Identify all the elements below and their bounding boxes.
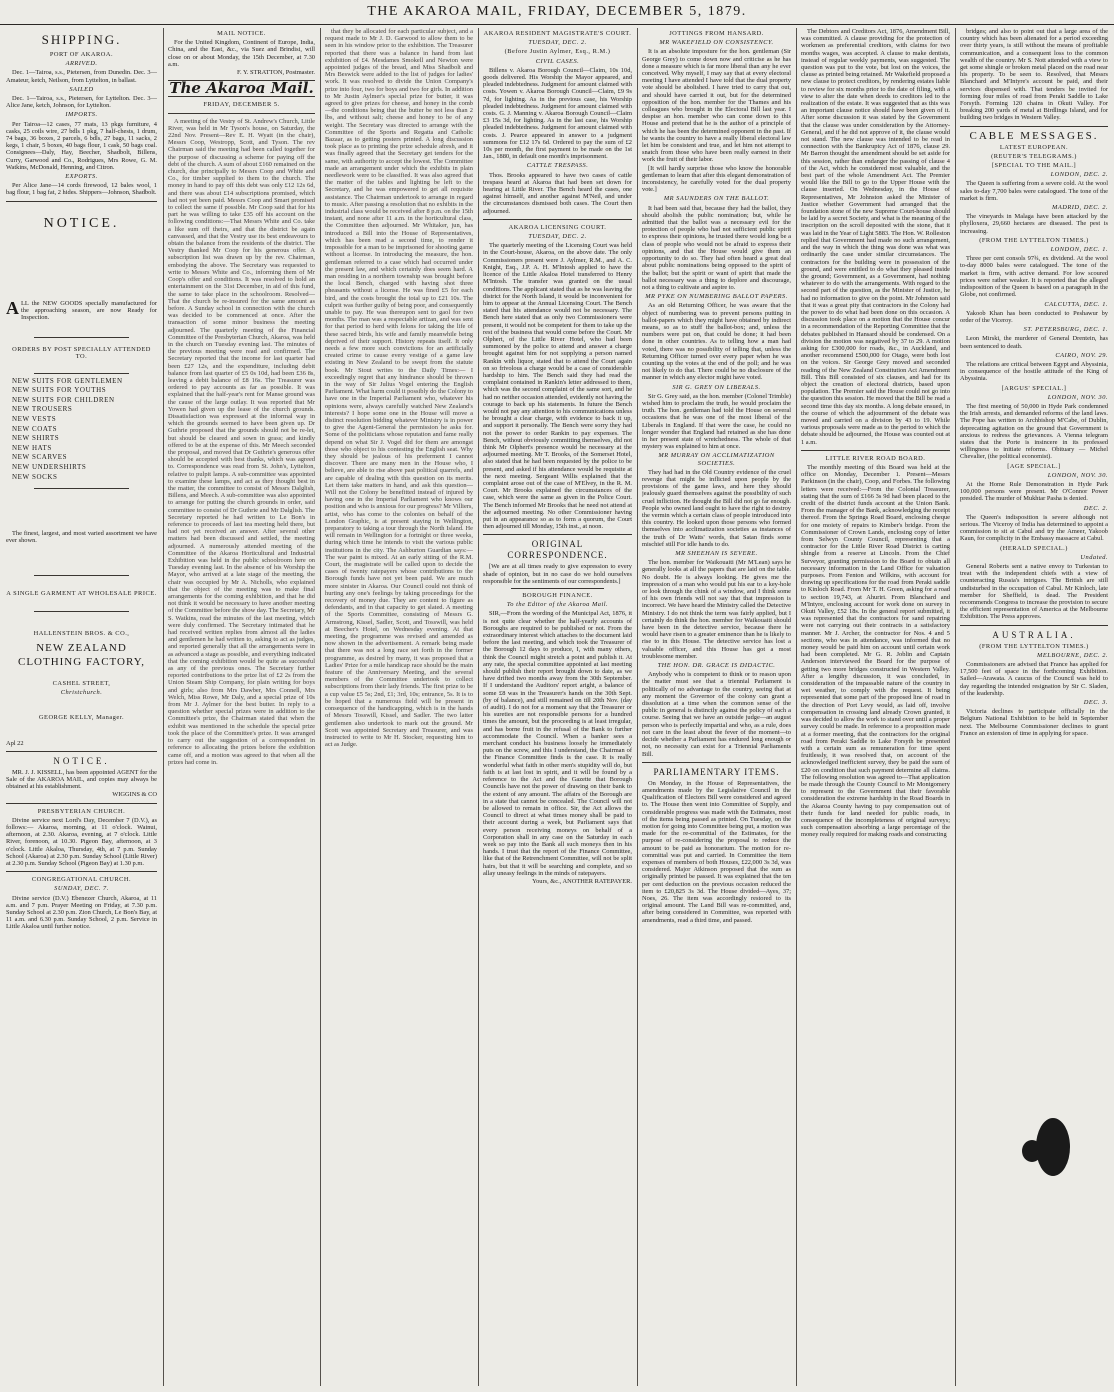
column-rule (163, 28, 164, 1386)
road-board-continued: bridges; and also to point out that a large area of the country which has been alienated for a period exceeding over thirty years, is still without the means of profitable communication, and a consequent loss to the common wealth of the country. Mr S. Nott attended with a view to get some shingle or broken metal placed on the road near his property. To be seen to. Resolved, that Messrs Blanchard and M'Intyre's account be paid, and their services dispensed with. That tenders be invited for forming four miles of road from Peraki Saddle to Lake Forsyth. Forming 120 chains in Okuti Valley. For breaking 200 yards of metal at Birdlings Island, and for building two bridges in Western Valley. (960, 28, 1108, 122)
court-text: Billens v. Akaroa Borough Council—Claim, 10s 10d, goods delivered. His Worship the Mayor appeared, and pleaded indebtedness. Judgment for amount claimed with costs. Yowen v. Akaroa Borough Council—Claim, £9 9s 7d, for lighting. As in the previous case, his Worship pleaded indebtedness. Judgment for amount claimed with costs. G. J. Manning v. Akaroa Borough Council—Claim £3 15s 3d, for lighting. As in the last case, his Worship pleaded indebtedness. Judgment for amount claimed with costs. J. Pearce appeared in answer to a judgment summons for £12 17s 6d. Ordered to pay the sum of £2 10s per month, the first payment to be made on the 1st Jan., 1880, in default one month's imprisonment. (483, 66, 632, 161)
sheehan-text: The hon. member for Waikouaiti (Mr M'Lean) says he generally looks at all the papers that are laid on the table. No doubt. He is always looking. He gives me the impression of a man who would put his ear to a key-hole or look through the chink of a window, and I think some of his own friends will not say that that impression is incorrect. We have heard the Ministry called the Detective Ministry. I do not think the term was fairly applied, but I certainly do think the hon. member for Waikouaiti should have been in the detective service, because there he would have risen to a greater eminence than he is likely to rise to in this House. The detective service has lost a valuable officer, and this House has got a most troublesome member. (642, 559, 791, 660)
clothing-item: NEW SUITS FOR CHILDREN (12, 395, 115, 404)
from-lyttelton-times-label: (FROM THE LYTTELTON TIMES.) (979, 236, 1089, 244)
column-7 (960, 28, 1108, 1386)
presbyterian-heading: PRESBYTERIAN CHURCH. (37, 807, 126, 815)
factory-line-2: CLOTHING FACTORY, (17, 656, 146, 669)
dateline: LONDON, DEC. 1. (1050, 246, 1108, 254)
cattle-text: Thos. Brooks appeared to have two cases of cattle trespass heard at Akaroa that had been set down for hearing at Little River. The Bench heard the cases, one against himself, and another against M'Neil, and under the circumstances dismissed both cases. The Court then adjourned. (483, 171, 632, 215)
clothing-item: NEW SHIRTS (12, 434, 60, 443)
congregational-text: Divine service (D.V.) Ebenezer Church, Akaroa, at 11 a.m. and 7 p.m. Prayer Meeting on Friday, at 7.30 p.m. Sunday School at 2.30 p.m. Zion Church, Le Bon's Bay, at 11 a.m. and 6.30 p.m. Sunday School, 2 p.m. Service in Little Akaloa until further notice. (6, 894, 157, 931)
dateline: CAIRO, NOV. 29. (1055, 351, 1108, 359)
parliament-continued-text: The Debtors and Creditors Act, 1876, Amendment Bill, was committed. A clause providing for the protection of workmen as preferential creditors, with claims for two months wages, was accepted. A clause to make dentists, instead of regular weekly payments, was suggested. The question was put to the vote, but lost on the voices, the clause as printed being retained. Mr Wakefield proposed a new clause to protect creditors, by rendering estates liable to review for six months prior to the date of filing, with a view to alter the date when deeds to creditors led to the realization of the estate. It was suggested that as this was an important clause notice should have been given of it. After some discussion it was stated by the Government that the clause was under consideration by the Attorney-General, and if he did not approve of it, the clause would not stand. The new clause was intended to be read in connection with the Bankruptcy Act of 1876, clause 29. Mr Barron thought the amendment should be set aside for this session, rather than endanger the passing of clause 4 of the Act, which he considered most valuable, and the best part of the whole Amendment Act. The Premier would like the Bill to go to the Upper House with the clause inserted. On Wednesday, in the House of Representatives, Mr Johnston asked the Minister of Justice whether Government had arranged that the foundation stone of the new Supreme Court-house should be laid by a secret Society, and what is the meaning of the inscription on the scroll deposited with the stone, that it was laid in the Year of Light 5883. The Hon. W. Rolleston replied that Government had made no such arrangement, and the way in which the thing was done was what was ordinarily the case under similar circumstances. The contractors for the building were in possession of the ground, and were entitled to do what they pleased inside the ground; Government, as a Government, had nothing whatever to do with the arrangements. With regard to the second part of the question, as the Minister of Justice, he had no information to give on the point. Mr Johnston said that it was a great pity that contractors in the Colony had the power to do what had been done on this occasion. A discussion took place on a motion that the House concur in a recommendation of the Reporting Committee that the debates published in Hansard should be condensed. On a division the motion was negatived by 37 to 29. A motion asking for £300,000 for roads, &c., in Auckland, and another recommend £500,000 for Otago, were both lost on the voices. Sir George Grey moved and seconded reading of the New Zealand Constitution Act Amendment Bill. This Bill consisted of six clauses, and had for its object the creation of electoral districts, based upon population. The Premier said the House could not go into the question this session. He moved that the Bill be read a second time this day six months. A long debate ensued, in the course of which the adjournment of the debate was moved and carried on a division by 43 to 19. While various proposals were made as to the period to which the debate should be adjourned, the House was counted out at 1 a.m. (801, 28, 950, 446)
divider (6, 751, 157, 752)
cable-text: The Queen's indisposition is severe although not serious. The Viceroy of India has determined to appoint a commission to sit at Cabul and try the Ameer, Yakoob Kaun, for complicity in the Embassy massacre at Cabul. (960, 513, 1108, 543)
australia-heading: AUSTRALIA. (992, 629, 1076, 640)
divider (6, 871, 157, 872)
dateline: ST. PETERSBURG, DEC. 1. (1023, 326, 1108, 334)
presbyterian-text: Divine service next Lord's Day, December 7 (D.V.), as follows:— Akaroa, morning, at 11 o'clock. Wainui, afternoon, at 2.30. Akaroa, evening, at 7 o'clock. Little River, forenoon, at 10.30. Pigeon Bay, afternoon, at 3 o'clock. Little Akaloa, Thursday, 4th, at 7 p.m. Sunday School (Akaroa) at 2.30 p.m. Sunday School (Little River) at 2.30 p.m. Sunday School (Pigeon Bay) at 1.30 p.m. (6, 816, 157, 868)
cable-text: The Queen is suffering from a severe cold. At the wool sales to-day 7,700 bales were catalogued. The tone of the market is firm. (960, 180, 1108, 202)
reuters-label: (REUTER'S TELEGRAMS.) (991, 152, 1077, 160)
cable-text: Leon Mirski, the murderer of General Drentein, has been sentenced to death. (960, 335, 1108, 350)
exports-text: Per Alice Jane—14 cords firewood, 12 bales wool, 1 bag flour, 1 bag fat, 2 hides. Shippers—Johnson, Shadbolt. (6, 182, 157, 197)
imports-label: IMPORTS. (65, 111, 98, 119)
licensing-heading: AKAROA LICENSING COURT. (508, 223, 607, 231)
original-correspondence-heading: ORIGINAL CORRESPONDENCE. (507, 539, 608, 561)
city: Christchurch. (60, 689, 103, 697)
murray-text: They had had in the Old Country evidence of the cruel revenge that might be inflicted upon people by the provisions of the game laws, and here they should jealously guard themselves against the possibility of such cruel infliction. He thought the Bill did not go far enough. People who owned land ought to have the right to destroy the vermin which a certain class of people introduced into this country. He looked upon those persons who formed themselves into acclimatization societies as instances of the truth of Dr Watts' words, that Satan finds some mischief still For idle hands to do. (642, 468, 791, 548)
firm-name: HALLENSTEIN BROS. & CO., (33, 629, 130, 637)
exports-label: EXPORTS. (65, 173, 98, 181)
cable-text: At the Home Rule Demonstration in Hyde Park 100,000 persons were present. Mr O'Connor Power presided. The murder of Mukhtar Pasha is denied. (960, 480, 1108, 503)
clothing-item: NEW COATS (12, 424, 58, 433)
grey-heading: SIR G. GREY ON LIBERALS. (672, 383, 761, 391)
notice2-text: MR. J. J. KISSELL, has been appointed AGENT for the Sale of the AKAROA MAIL, and copies may always be obtained at his establishment. (6, 768, 157, 791)
masthead: THE AKAROA MAIL, FRIDAY, DECEMBER 5, 1879. (0, 0, 1114, 25)
divider (960, 126, 1108, 127)
grace-heading: THE HON. DR. GRACE IS DIDACTIC. (657, 662, 776, 670)
divider (34, 488, 129, 489)
clothing-item: NEW HATS (12, 443, 52, 452)
notice-lead: ALL the NEW GOODS specially manufactured for the approaching season, are now Ready for Inspection. (6, 297, 157, 322)
column-6 (801, 28, 950, 1386)
cable-text: The vineyards in Malaga have been attacked by the phylloxera, 29,660 hectares are diseased. The pest is increasing. (960, 213, 1108, 235)
column-rule (320, 28, 321, 1386)
dateline: Undated. (1080, 553, 1108, 561)
pyke-text: As an old Returning Officer, he was aware that the object of numbering was to prevent persons putting in ballot-papers which they might have obtained by indirect means, so as to stuff the ballot-box; and, unless the numbers were put on, that could be done; it had been done in other countries. As to telling how a man had voted, there was no possibility of telling that, unless the Returning Officer turned over every paper when he was counting up the votes at the end of the poll; and he was not likely to do that. There could be no disclosure of the manner in which any elector might have voted. (642, 302, 791, 382)
finest-text: The finest, largest, and most varied assortment we have ever shown. (6, 530, 157, 545)
cable-heading: CABLE MESSAGES. (969, 129, 1099, 142)
paper-title: The Akaroa Mail. (169, 79, 314, 98)
licensing-text: The quarterly meeting of the Licensing Court was held in the Court-house, Akaroa, on the above date. The only Commissioners present were J. Aylmer, R.M., and A. C. Knight, Esq., J.P. A. H. M'Intosh applied to have the licence of the Little Akaloa Hotel transferred to Henry M'Intosh. The transfer was granted on the usual conditions. The applicant stated that as he was leaving the district for the North Island, it would be inconvenient for him to appear at the Annual Licensing Court. The Bench stated that his attendance would not be necessary. The Bench here stated that as only two Commissioners were present, it would not be competent for them to take up the rest of the business that would come before the Court. Mr Olphert, of the Little River Hotel, who had been summoned by the police to attend and answer a charge brought against him for not supplying a person named Rankin with liquor, stated that to attend the Court again on so frivolous a charge would be a case of considerable hardship to him. The Bench said they had read the complaint contained in Rankin's letter addressed to them, which was the second complaint of the same sort, and he had no neither occasion attended, evidently not having the courage to back up his statements. In future the Bench would not pay any attention to his communications unless he brought a clear charge, with evidence to back it up, and support it personally. The Bench were sorry they had not the power to order Rankin to pay expenses. The Bench, without obviously committing themselves, did not think Mr Olphert's presence would be necessary at the adjourned meeting. Mr T. Brooks, of the Somerset Hotel, also stated that he had been requested by the police to be present, and asked if his attendance would be requisite at the next meeting. Sergeant Willis explained that the complaint arose out of the case of M'Elvey, in the R. M. Court. Mr Brooks explained the circumstances of the case, which were the same as given in the Police Court. The Bench informed Mr Brooks that he need not attend at the adjourned meeting. No other Commissioner having put in an appearance so as to form a quorum, the Court then adjourned till Monday, 15th inst., at noon. (483, 242, 632, 531)
cable-text: The first meeting of 50,000 in Hyde Park condemned the Irish arrests, and demanded reforms of the land laws. The Pope has written to Archbishop M'Cabe, of Dublin, deprecating agitation on the ground that Government is anxious to redress the grievances. A Vienna telegram states that the Porte is insincere in its professed willingness to initiate reforms. Obituary — Michel Chevalier, (the political economist). (960, 402, 1108, 461)
divider (511, 588, 604, 589)
items-list (6, 377, 157, 483)
clothing-item: NEW UNDERSHIRTS (12, 463, 87, 472)
notice2-heading: NOTICE. (53, 755, 110, 766)
divider (483, 219, 632, 220)
arrived-text: Dec. 1—Tairoa, s.s., Pietersen, from Dunedin. Dec. 3—Amateur, ketch, Neilson, from Lyttelton, in ballast. (6, 69, 157, 84)
mail-notice-heading: MAIL NOTICE. (217, 30, 266, 37)
dateline: MADRID, DEC. 2. (1052, 204, 1108, 212)
court-before: (Before Justin Aylmer, Esq., R.M.) (504, 48, 611, 56)
divider (34, 337, 129, 338)
divider (34, 611, 129, 612)
column-rule (478, 28, 479, 1386)
single-garment-text: A SINGLE GARMENT AT WHOLESALE PRICE. (6, 589, 157, 597)
dateline: DEC. 2. (1083, 504, 1108, 512)
saunders-heading: MR SAUNDERS ON THE BALLOT. (663, 195, 770, 203)
age-label: [AGE SPECIAL.] (1007, 462, 1061, 470)
cable-text: General Roberts sent a native envoy to Turkestan to treat with the independent chiefs with a view of counteracting Russia's intrigues. The British are still undisturbed in the occupation of Cabul. Mr Kinloch, late member for Sheffield, is dead. The President recommends Congress to increase the provision to secure the efficient representation of America at the Melbourne Exhibition. The Press approves. (960, 563, 1108, 621)
divider (168, 113, 315, 114)
parliamentary-heading: PARLIAMENTARY ITEMS. (653, 766, 780, 777)
clothing-item: NEW SOCKS (12, 472, 58, 481)
grey-text: Sir G. Grey said, as the hon. member (Colonel Trimble) wished him to proclaim the truth, he would proclaim the truth. The hon. gentleman had told the House on several occasions that he was one of the most liberal of the Liberals in England. If that were the case, he could no longer wonder that England had retained as she has done in her present state of wretchedness. The whole of that mystery was explained to him at once. (642, 392, 791, 451)
little-river-road-heading: LITTLE RIVER ROAD BOARD. (825, 454, 926, 462)
cable-text: Three per cent consols 97¾, ex dividend. At the wool to-day 8000 bales were catalogued. The tone of the market is firm, with active demand. For low scoured prices were rather weaker. It is reported that the alleged indisposition of the Queen is based on a paragraph in the Globe, not confirmed. (960, 255, 1108, 299)
from-lyttelton-times-label: (FROM THE LYTTELTON TIMES.) (979, 642, 1089, 650)
paper-date: FRIDAY, DECEMBER 5. (203, 101, 280, 109)
divider (960, 625, 1108, 626)
clothing-item: NEW TROUSERS (12, 405, 73, 414)
argus-label: [ARGUS' SPECIAL.] (1001, 384, 1067, 392)
mail-notice-sign: F. Y. STRATTON, Postmaster. (236, 69, 315, 77)
cable-text: The relations are critical between Egypt and Abyssinia, in consequence of the hostile attitude of the King of Abyssinia. (960, 360, 1108, 383)
manager: GEORGE KELLY, Manager. (38, 714, 125, 722)
port-heading: PORT OF AKAROA. (49, 51, 114, 58)
column-rule (637, 28, 638, 1386)
divider (483, 534, 632, 535)
imports-text: Per Tairoa—12 cases, 77 mats, 13 pkgs furniture, 4 casks, 25 coils wire, 27 bdls 1 pkg, 7 half-chests, 1 drum, 74 bags, 36 boxes, 2 parcels, 6 bdls, 27 bags, 11 sacks, 2 kegs, 1 chair, 5 boxes, 40 bags flour, 1 cask, 50 bags coal. Consignees—Daly, Hay, Beecher, Shadbolt, Billens, Curry, Garwood and Co., Rodrigues, Mrs Rowe, G. M. Watkins, McDonald, Henning, and Citron. (6, 120, 157, 171)
herald-label: (HERALD SPECIAL.) (1000, 544, 1068, 552)
editorial-text: A meeting of the Vestry of St. Andrew's Church, Little River, was held in Mr Tyson's house, on Saturday, the 22nd Nov. Present—Rev E. H. Wyatt (in the chair), Messrs Coop, Westropp, Scott, and Tyson. The rev Chairman said the meeting had been called together for the purpose of discussing a scheme for paying off the debt of the church. A sum of about £160 remained on the church, due principally to Messrs Coop and White and Co., for timber supplied to them to the church. The money in hand to pay off this debt was only £12 12s 6d, and there was about £14 subscriptions promised, which had not yet been paid. Messrs Coop and Smart promised to collect the same if possible. Mr Coop said that for his part he was willing to take £35 off his account on the following conditions:—That Messrs White and Co. take a like sum off theirs, and that the district be again canvassed, and that the Vestry use its best endeavours to obtain the balance from the residents of the district. The Vestry thanked Mr Coop for his generous offer. A subscription list was drawn up by the rev. Chairman, embodying the above. The Secretary was requested to write to Messrs White and Co., informing them of Mr Coop's offer and conditions. It was resolved to hold an entertainment on the 31st December, in aid of this fund, the same to take place in the schoolroom. Resolved—That the church be re-insured for the same amount as before. A Sunday school in connection with the church was decided to be commenced at once. After the transaction of some minor business the meeting adjourned. The quarterly meeting of the Financial Committee of the Presbyterian Church, Akaroa, was held in the church on Tuesday evening last. The minutes of the previous meeting were read and confirmed. The Secretary reported that the income for last quarter had been £27 12s, and the expenditure, including debit balance from last quarter of £5 0s 10d, had been £36 8s, leaving a debit balance of £8 16s. The Treasurer was ordered to pay accounts as far as possible. It was explained that the half-year's rent for Manse ground was the cause of the large outlay. It was reported that Mr Yowen had given up the lease of the church grounds. Dissatisfaction was expressed at the informal way in which the grounds seemed to have been given up. Dr Guthrie proposed that the grounds should not be re-let, but should be cleared and sown in grass; and kindly offered to be at the expense of this. Mr Meech seconded the proposal, and moved that Dr Guthrie's generous offer should be accepted with best thanks, which was agreed to. Correspondence was read from St. John's, Lyttelton, relative to pulpit lamps. A sub-committee was appointed to examine these lamps, and act as they thought best in the matter, the committee to consist of Messrs Dalglish, Billens, and Meech. A sub-committee was also appointed to arrange for putting the church grounds in order, said committee to consist of Dr Guthrie and Mr Dalglish. The Secretary reported he had written to Le Bon's in reference to proceeds of last tea meeting held there, but had not yet received an answer. After several other matters had been discussed and settled, the meeting adjourned. A numerously attended meeting of the Committee of the Akaroa Horticultural and Industrial Exhibition was held in the public schoolroom here on Tuesday evening last. In the absence of his Worship the Mayor, who arrived at a late stage of the meeting, the chair was occupied by Mr A. Nicholls, who explained that the object of the meeting was to make final arrangements for the coming exhibition, and that he did not think it would be necessary to have another meeting of the Committee before the show day. The Secretary, Mr S. Watkins, read the minutes of the last meeting, which were duly confirmed. The Secretary intimated that he had received written replies from almost all the ladies and gentlemen he had written to, asking to act as judges, and reported generally that all the arrangements were in as advanced a stage as possible, and everything indicated that the coming exhibition would be quite as successful as any of the previous ones. The Secretary further reported contributions to the prize list of £2 2s from the Union Steam Ship Company, for plain writing for boys and girls; also from Mrs Dawber, Mrs Connell, Mrs Welch, Miss Rowe, Mr Daly, and a special prize of 10s from Mr J. Aylmer for the best butter. In reply to a question whether special prizes were in addition to the Committee's prize, the Chairman stated that when the exhibit was mentioned in the schedule the special prize took the place of the Committee's prize. It was arranged to carry out the suggestion of a correspondent in reference to allocating the prizes before the exhibition came off, and a motion was agreed to that when all the prizes had come in. (168, 117, 315, 766)
divider (34, 373, 129, 374)
congregational-date: SUNDAY, DEC. 7. (54, 885, 109, 893)
civil-cases-label: CIVIL CASES. (535, 57, 580, 65)
local-news-text: that they be allocated for each particular subject, and a request made to Mr J. D. Garwood to allow them to be seen in his window prior to the exhibition. The Treasurer reported that there was a balance in hand from last exhibition of £4. Mesdames Smokell and Newton were appointed judges of the bread, and Miss Shadbolt and Mrs Beswick were added to the list of judges for ladies' work. It was resolved to divide the Union Company's prize into four, two for boys and two for girls. In addition to Mr Justin Aylmer's special prize for butter, it was agreed to give prizes for cheese, and honey in the comb—the conditions being that the butter be not less than 2 lbs, and without salt; cheese and honey to be of any weight. The Secretary was directed to arrange with the Committee of the Sports and Regatta and Catholic Bazaar, as to getting posters printed. A long discussion took place as to printing the prize schedule afresh, and it was finally agreed that the Secretary get tenders for the same, with authority to accept the lowest. The Committee made an arrangement under which the exhibits in plain needlework were to be classified. It was also agreed that the matter of the tables and lighting be left to the Secretary, and he was empowered to get all requisite assistance. The Chairman undertook to arrange in regard to music. After passing a resolution that no exhibits in the industrial class would be received after 8 p.m. on the 15th instant, and none after 11 a.m. in the horticultural class, the Committee then adjourned. Mr Whitaker, jun, has introduced a Bill into the House of Representatives, which has been read a second time, to render it impossible for a man to be imprisoned for shooting game without a license. In introducing the measure, the hon. gentleman referred to a case which had occurred under the present law, and which certainly does seem hard. A man residing in a northern township was brought before the local Bench, charged with having shot three pheasants without a license. He was fined £5 for each bird, and the costs brought the total up to £21 10s. The culprit was further guilty of being poor, and consequently unable to pay. He was thereupon sent to gaol for two months. The man was a respectable artizan, and was sent for that period to herd with felons for taking the life of these sacred birds, his wife and family meanwhile being deprived of their support. History repeats itself. It only needs a few more such convictions for an artificially created crime to cause every vestige of a game law existing in New Zealand to be swept from the statute book. Mr Stout writes to the Daily Times:— I exceedingly regret that any hindrance should be thrown in the way of Sir Julius Vogel entering the English Parliament. What harm could it possibly do the Colony to have one in the Imperial Parliament who, whatever his opinions were, always carefully watched New Zealand's interests? I hope some one in the House will move a distinct resolution bidding whatever Ministry is in power to give the Agent-General the permission he asks for. Some of the politicians whose reputation and fame really depend on what Sir J. Vogel did for them are amongst those who object to his contesting the English seat. Why they should be jealous of his preferment I cannot discover. There are many men in the House who, I believe, are able to rise above past political quarrels, and are capable of dealing with this question on its merits. Let them take matters in hand, and ask this question—Will not the Colony be benefitted instead of injured by having one in the Imperial Parliament who knows our position and who is anxious for our progress? Mr Villiers, artist, who has come to the colonies on behalf of the London Graphic, is at present staying in Wellington, preparatory to taking a tour through the North Island. He will remain in Wellington for a fortnight or three weeks, during which time he intends to visit the various public institutions in the city. The Ashburton Guardian says:—The war paint is mixed. At an early sitting of the R.M. Court, the magistrate will be called upon to decide the cases of twenty ratepayers whose contributions to the Borough funds have not yet been paid. We are much more sinister in Akaroa. Our Council could not think of hurting any one's feelings by taking proceedings for the recovery of money due. They are content to figure as defendants, and in that capacity to get slated. A meeting of the Sports Committee, consisting of Messrs G. Armstrong, Kissel, Sadler, Scott, and Tosswill, was held at Beecher's Hotel, on Wednesday evening. At that meeting, the programme was revised and amended as now shown in the advertisement. A remark being made that there was not a long race set forth in the former programme, as desired by many, it was proposed that a Ladies' Prize for a mile handicap race should be the main feature of the Anniversary Meeting, and the several members of the Committee undertook to collect subscriptions from their lady friends. The first prize to be a cup value £5 5s; 2nd, £1; 3rd, 10s; entrance, 5s. It is to be hoped that a numerous field will be present in consequence of the handicapping, which is in the hands of Messrs Tosswill, Kissel, and Sadler. The two latter gentlemen also undertook to mark out the ground. Mr Scott was appointed Secretary and Treasurer, and was instructed to write to Mr H. Stocker, requesting him to act as Judge. (325, 28, 473, 749)
column-3 (325, 28, 473, 1386)
cable-text: Victoria declines to participate officially in the Belgium National Exhibition to be held in September next. The Melbourne Commissioner declines to grant France an extension of time in applying for space. (960, 708, 1108, 737)
dateline: LONDON, NOV. 30. (1047, 471, 1108, 479)
dateline: DEC. 3. (1083, 699, 1108, 707)
divider (6, 201, 157, 202)
clothing-item: NEW VESTS (12, 415, 57, 424)
special-mail-label: [SPECIAL TO THE MAIL.] (991, 162, 1077, 170)
divider (642, 762, 791, 763)
column-4 (483, 28, 632, 1386)
divider (801, 450, 950, 451)
orders-text: ORDERS BY POST SPECIALLY ATTENDED TO. (12, 346, 151, 361)
notice2-sign: WIGGINS & CO (112, 791, 157, 799)
licensing-date: TUESDAY, DEC. 2. (528, 233, 587, 241)
divider (6, 803, 157, 804)
dateline: LONDON, NOV. 30. (1047, 393, 1108, 401)
cable-text: Commissioners are advised that France has applied for 17,500 feet of space in the forthcoming Exhibition. Sailed—Arawata. A caucus of the Council was held to day regarding the intended resignation by Sir C. Sladen, of the leadership. (960, 661, 1108, 697)
wakefield-heading: MR WAKEFIELD ON CONSISTENCY. (659, 39, 774, 47)
notice-heading: NOTICE. (43, 215, 120, 231)
clothing-item: NEW SUITS FOR YOUTHS (12, 386, 107, 395)
wakefield-text: It is an absolute imposture for the hon. gentleman (Sir George Grey) to come down now and criticise as he has done a measure which is far more liberal than any he ever conceived. Why myself, I may say that at every electoral meeting I have attended I have told that the dual property vote should be abolished. I have tried to carry that out, and should have carried it out, but for the determined opposition of the hon. member for the Thames and his colleagues who brought in the Electoral Bill last year. I despise an hon. member who can come down to this House and pretend that he is the author of a principle of which he has been the determined opponent in the past. If he wants the country to have a really liberal electoral law let him be consistent and true, and let him not attempt to snatch from those who have been really earnest in their work the fruit of their labor. (642, 48, 791, 164)
grace-text: Anybody who is competent to think or to reason upon the matter must see that a triennial Parliament is politically of no advantage to the country, seeing that at any moment the Governor of the colony can grant a dissolution at a time when the common sense of the public in general is distinctly against the policy of such a course. Seeing that we have an outside judge—an august person who is perfectly impartial and who, as a rule, does not care in the least about the fever of the moment—to decide whether a Parliament has endured long enough or not, no necessity can exist for a Triennial Parliaments Bill. (642, 671, 791, 758)
shipping-heading: SHIPPING. (41, 32, 122, 47)
divider (34, 575, 129, 576)
saunders-text: It had been said that, because they had the ballot, they should abolish the public nomination; but, while he admitted that the ballot was a necessary evil for the protection of people who had not sufficient public spirit to express their opinions, he trusted there would long be a class of people who would not be afraid to express their opinions, and that the House would give them an opportunity to do so. They had often heard a great deal about public nominations being opposed to the spirit of the ballot; but the spirit or want of spirit that made the ballot necessary was a thing to deplore and discourage, not a thing to cultivate and aspire to. (642, 204, 791, 291)
wakefield-text-2: [It will hardly surprise those who know the honorable gentleman to learn that after this elegant demonstration of inconsistency, he carefully voted for the dual property vote.] (642, 164, 791, 194)
street: CASHEL STREET, (52, 680, 111, 688)
column-5 (642, 28, 791, 1386)
finance-sign: Yours, &c., ANOTHER RATEPAYER. (532, 877, 632, 885)
mail-notice-text: For the United Kingdom, Continent of Europe, India, China, and the East, &c., via Suez and Brindisi, will close on or about Monday, the 15th December, at 7.30 a.m. (168, 39, 315, 68)
jottings-heading: JOTTINGS FROM HANSARD. (669, 30, 764, 37)
column-1 (6, 28, 157, 1386)
parliamentary-text: On Monday, in the House of Representatives, the amendments made by the Legislative Council in the Qualification of Electors Bill were considered and agreed to. The House then went into Committee of Supply, and considerable progress was made with the Estimates, most of the items being passed as printed. On Tuesday, on the motion for going into Committee being put, a motion was made for the re-committal of the Estimates, for the purpose of re-considering the proposal to reduce the amount to be paid as honorarium. The motion for re-committal was put and carried. In Committee the item expenses of members of both Houses, £22,000 3s 3d, was considered. Major Atkinson proposed that the sum as originally printed be passed. It was explained that the ten per cent deduction on the previous occasion reduced the item to £20,825 3s 3d. The House divided—Ayes, 37; Noes, 26. The item was accordingly restored to its original amount. The Land Bill was re-committed, and, after being considered in Committee, was reported with amendments, read a third time, and passed. (642, 779, 791, 924)
cattle-label: CATTLE TRESPASS. (526, 162, 589, 170)
little-river-road-text: The monthly meeting of this Board was held at the office on Monday, December 1. Present—Messrs Parkinson (in the chair), Coop, and Forbes. The following letters were received:—From the Colonial Treasurer, stating that the sum of £166 3s 9d had been placed to the credit of the district funds account at the Union Bank. From the manager of the Bank, acknowledging the receipt thereof. From the Springs Road Board, enclosing cheque for one moiety of repairs to Kimber's bridge. From the Commissioner of Crown Lands, enclosing copy of letter from Selwyn County Council, representing that a contractor for the Little River Road District is carting shingle from a reserve at Lincoln. From the Chief Surveyor, granting permission to the Board to obtain all necessary information in the Land Office for valuation purposes. From Fenton and Wilkins, with account for drawing up specifications for the road from Peraki saddle to Kinloch Road. From Mr T. H. Green, asking for a road to section 19,743, at Ahuriri. From Blanchard and M'Intyre, enclosing account for work done on survey in Okuti Valley, £52 18s. In the general report submitted, it was represented that the contractors for sand repairing were not carrying out their contracts in a satisfactory manner. Mr J. Archer, the contractor for Nos. 4 and 5 sections, who was in attendance, was informed that no money would be paid him on account until certain work had been completed. Mr G. R. Joblin and Captain Anderson interviewed the Board for the purpose of getting two more bridges constructed in Western Valley. After a lengthy discussion, it was concluded, in consideration of the impassable nature of the country in wet weather, to comply with the request. It being represented that some part of the proposed line of road in the direction of Port Levy would, as laid off, involve compensation in crossing land already Crown granted, it was decided to allow the work to stand over until a proper survey could be made. In reference to a proposition made at a former meeting, that the contractors for the original road from Peraki Saddle to Lake Forsyth be presented with a certain sum as remuneration for time spent fruitlessly, it was resolved that, on account of the acknowledged inefficient survey, they be paid the sum of £20 on condition that such payment determine all claims. The following resolution was agreed to—That application be made through the County Council to Mr Montgomery to represent to the Government that their favorable consideration the extreme hardship in the Road Boards in the Akaroa County having to pay compensation out of their funds for land needed for public roads, in consequence of the incompleteness of original surveys; such compensation absorbing a large percentage of the money really required for making roads and constructing (801, 463, 950, 839)
court-heading: AKAROA RESIDENT MAGISTRATE'S COURT. (483, 30, 632, 37)
dateline: MELBOURNE, DEC. 2. (1037, 651, 1108, 659)
murray-heading: MR MURRAY ON ACCLIMATIZATION SOCIETIES. (658, 452, 775, 467)
dateline: LONDON, DEC. 2. (1050, 171, 1108, 179)
congregational-heading: CONGREGATIONAL CHURCH. (31, 876, 132, 884)
latest-european: LATEST EUROPEAN. (999, 143, 1069, 151)
finance-heading: BOROUGH FINANCE. (522, 592, 593, 600)
ink-blot (1022, 1140, 1042, 1162)
sailed-label: SAILED (69, 85, 94, 93)
clothing-item: NEW SCARVES (12, 453, 68, 462)
ad-date: Apl 22 (6, 739, 24, 747)
original-correspondence-note: [We are at all times ready to give expression to every shade of opinion, but in no case do we hold ourselves responsible for the sentiments of our correspondents.] (483, 563, 632, 585)
court-date: TUESDAY, DEC. 2. (528, 39, 587, 47)
cable-text: Yakoob Khan has been conducted to Peshawur by order of the Viceroy. (960, 309, 1108, 324)
column-2 (168, 28, 315, 1386)
sheehan-heading: MR SHEEHAN IS SEVERE. (675, 550, 758, 558)
sailed-text: Dec. 1—Tairoa, s.s., Pietersen, for Lyttelton. Dec. 3—Alice Jane, ketch, Johnson, for Lyttelton. (6, 95, 157, 110)
dateline: CALCUTTA, DEC. 1. (1044, 300, 1108, 308)
pyke-heading: MR PYKE ON NUMBERING BALLOT PAPERS. (645, 293, 788, 301)
finance-to: To the Editor of the Akaroa Mail. (506, 601, 609, 609)
column-rule (796, 28, 797, 1386)
factory-line-1: NEW ZEALAND (36, 642, 127, 655)
arrived-label: ARRIVED. (65, 60, 98, 68)
finance-text: SIR,—From the wording of the Municipal Act, 1876, it is not quite clear whether the half-yearly accounts of Boroughs are required to be published or not. From the extraordinary interest which attaches to the document laid before the last meeting, and which took the Treasurer of the Borough 12 days to produce, I, with many others, think the Council might stretch a point and publish it. At any rate, the special committee appointed at last meeting should publish their report brought down to date, as we have drifted two months away from the 30th September. If I understand the Auditors' report aright, a balance of some £8 was in the Treasurer's hands on the 30th Sept. (by of balance), and still remained on till 20th Nov. (day of audit). I do not for a moment say that the Treasurer or his sureties are not responsible persons for a hundred times the amount, but the proceeding is at least irregular, and has borne fruit in the refusal of the Bank to further accommodate the Council. When a banker sees a merchant conduct his business loosely he immediately puts on the screw, and this I understand, the Chairman of the Finance Committee finds is the case. It is really wonderful what faith in other men's stupidity will do, but faith is at last lost in spirit, and it will be found by a reference to the Act and the Gazette that Borough Councils have not the power of drawing on their bank to the extent of any amount. The affairs of the Borough are in a state that cannot be concealed. The Council will not be allowed to remain in office. Sir, the Act allows the Council to direct at what times money shall be paid to their account during a week, but Parliament says that every person receiving moneys on behalf of a Corporation shall in any case on the Saturday in each week so pay into the Bank all such moneys then in his hands. I trust that the report of the Finance Committee, like that of the Retrenchment Committee, will not be split hairs, but that it will be searching and complete, and so allay uneasy feelings in the minds of ratepayers. (483, 610, 632, 877)
column-rule (955, 28, 956, 1386)
clothing-item: NEW SUITS FOR GENTLEMEN (12, 376, 123, 385)
